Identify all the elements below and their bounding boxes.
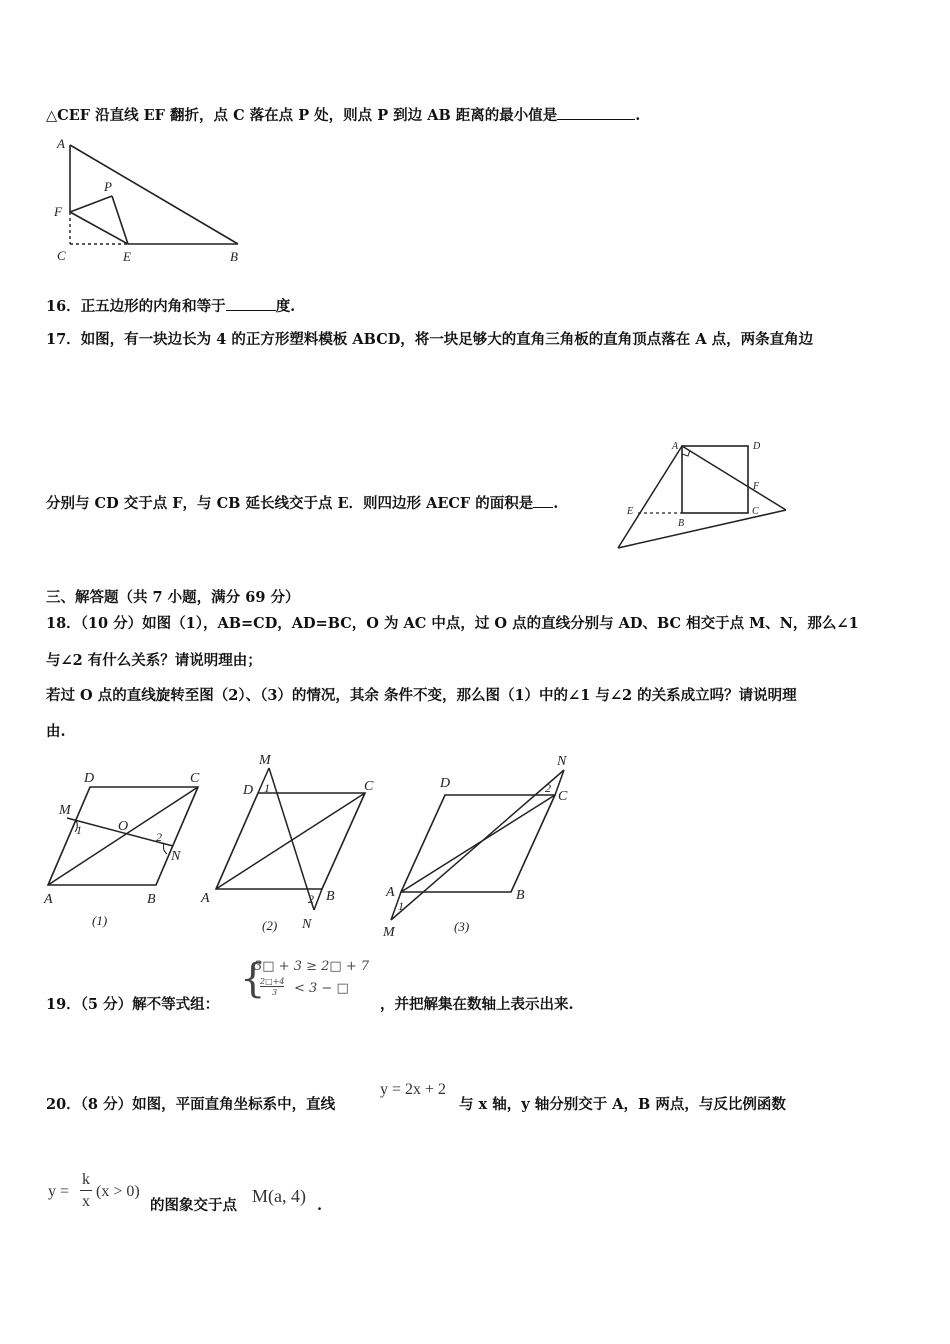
q19-tail-text: ，并把解集在数轴上表示出来. (380, 996, 574, 1013)
q15-text (46, 103, 640, 126)
q18-statement-1: 18．（10 分）如图（1），AB=CD，AD=BC，O 为 AC 中点，过 O 点的直线分别与 AD、BC 相交于点 M、N，那么∠1 (46, 615, 859, 632)
section-3-heading (46, 588, 299, 608)
q18-statement-3: 若过 O 点的直线旋转至图（2）、（3）的情况，其余 条件不变，那么图（1）中的∠1 与∠2 的关系成立吗？请说明理 (46, 687, 797, 704)
section-3-title: 三、解答题（共 7 小题，满分 69 分） (46, 589, 300, 606)
q17-figure (610, 436, 795, 556)
q18-fig3-label-m: M (383, 925, 395, 940)
q17-statement-1: 如图，有一块边长为 4 的正方形塑料模板 ABCD，将一块足够大的直角三角板的直角顶点落在 A 点，两条直角边 (80, 331, 814, 348)
q18-figure-2 (200, 753, 374, 933)
q18-fig1-label-d: D (84, 771, 95, 786)
q16-unit: 度. (275, 298, 296, 315)
q17-label-b: B (678, 518, 685, 529)
q17-number: 17． (46, 331, 81, 348)
q18-figures (40, 750, 580, 940)
q20-line1 (46, 1095, 335, 1115)
q17-period: . (553, 495, 559, 512)
q17-label-a: A (672, 441, 679, 452)
q15-period: . (635, 107, 641, 124)
q16-text (46, 294, 295, 317)
q18-fig2-label-b: B (326, 889, 335, 904)
q15-label-e: E (123, 249, 131, 264)
q18-fig1-label-n: N (171, 849, 181, 864)
q18-line3 (46, 686, 797, 706)
q17-statement-2: 分别与 CD 交于点 F，与 CB 延长线交于点 E．则四边形 AECF 的面积是 (46, 495, 534, 512)
q18-fig3-label-b: B (516, 888, 525, 903)
q18-fig3-label-a: A (386, 885, 395, 900)
q17-label-c: C (752, 506, 759, 517)
q20-line2 (150, 1196, 237, 1216)
q19-inequality-1: 3□ + 3 ≥ 2□ + 7 (254, 959, 370, 974)
q19-frac-denominator: 3 (272, 988, 278, 997)
q15-label-p: P (104, 179, 112, 194)
q19-frac-numerator: 2□+4 (260, 977, 285, 986)
q20-statement-1: 20．（8 分）如图，平面直角坐标系中，直线 (46, 1096, 336, 1113)
q18-fig3-angle-1: 1 (398, 899, 404, 913)
q18-fig3-label-c: C (558, 789, 568, 804)
q18-fig2-angle-2: 2 (308, 892, 314, 906)
q17-label-e: E (627, 506, 634, 517)
q20-func-denominator: x (82, 1193, 90, 1210)
q15-figure (50, 133, 250, 268)
q20-period: . (317, 1197, 323, 1214)
q18-fig3-label-n: N (557, 754, 567, 769)
q18-fig3-label-d: D (440, 776, 451, 791)
q15-label-b: B (230, 249, 238, 264)
q18-fig2-label-m: M (259, 753, 271, 768)
q15-label-c: C (57, 248, 66, 263)
q17-label-d: D (753, 441, 761, 452)
q15-answer-blank[interactable] (557, 103, 635, 120)
q20-end (317, 1196, 322, 1216)
q19-tail (380, 995, 574, 1015)
q18-fig2-label-n: N (302, 917, 312, 932)
q16-answer-blank[interactable] (226, 294, 276, 311)
q18-fig1-label-m: M (59, 803, 71, 818)
q18-figure-1 (43, 771, 200, 928)
q20-line1-tail (459, 1095, 786, 1115)
q18-statement-4: 由. (46, 723, 66, 740)
q18-fig1-label-a: A (44, 892, 53, 907)
q17-label-f: F (753, 481, 760, 492)
q18-line2 (46, 651, 262, 671)
q19-label (46, 995, 219, 1015)
q17-answer-blank[interactable] (533, 491, 553, 508)
q18-line4 (46, 722, 66, 742)
q19-inequality-2-rest: < 3 − □ (294, 981, 349, 996)
q15-statement: △CEF 沿直线 EF 翻折，点 C 落在点 P 处，则点 P 到边 AB 距离的最小值是 (46, 107, 558, 124)
q18-statement-2: 与∠2 有什么关系？请说明理由； (46, 652, 262, 669)
q20-func-numerator: k (80, 1170, 92, 1191)
q16-statement: 正五边形的内角和等于 (80, 298, 226, 315)
q16-number: 16． (46, 298, 81, 315)
q18-fig2-label-a: A (201, 891, 210, 906)
q20-statement-2: 与 x 轴，y 轴分别交于 A，B 两点，与反比例函数 (459, 1096, 786, 1113)
q18-fig3-angle-2: 2 (545, 781, 551, 795)
q18-fig2-label-d: D (243, 783, 254, 798)
q18-fig1-angle-2: 2 (156, 830, 162, 844)
q20-point: M(a, 4) (252, 1186, 306, 1206)
q18-figure-3 (382, 754, 568, 940)
q18-line1 (46, 614, 859, 634)
q20-line-equation: y = 2x + 2 (380, 1081, 447, 1098)
q18-fig1-label-c: C (190, 771, 200, 786)
q18-fig2-caption: (2) (262, 918, 278, 933)
q19-inequality-system (240, 957, 380, 1007)
q20-func-condition: (x > 0) (96, 1183, 140, 1200)
q19-brace: { (240, 956, 266, 1002)
q17-line1 (46, 330, 813, 350)
q19-statement: 19．（5 分）解不等式组： (46, 996, 220, 1013)
q17-line2 (46, 491, 558, 514)
q18-fig1-label-b: B (147, 892, 156, 907)
q18-fig1-label-o: O (118, 819, 129, 834)
q18-fig3-caption: (3) (454, 919, 470, 934)
q18-fig2-angle-1: 1 (264, 781, 270, 795)
q18-fig1-angle-1: 1 (76, 823, 82, 837)
q20-function (48, 1170, 158, 1216)
q15-label-a: A (57, 136, 65, 151)
q20-func-y: y = (48, 1183, 70, 1200)
q18-fig1-caption: (1) (92, 913, 108, 928)
q20-statement-3: 的图象交于点 (150, 1197, 237, 1214)
q15-label-f: F (54, 204, 62, 219)
q18-fig2-label-c: C (364, 779, 374, 794)
